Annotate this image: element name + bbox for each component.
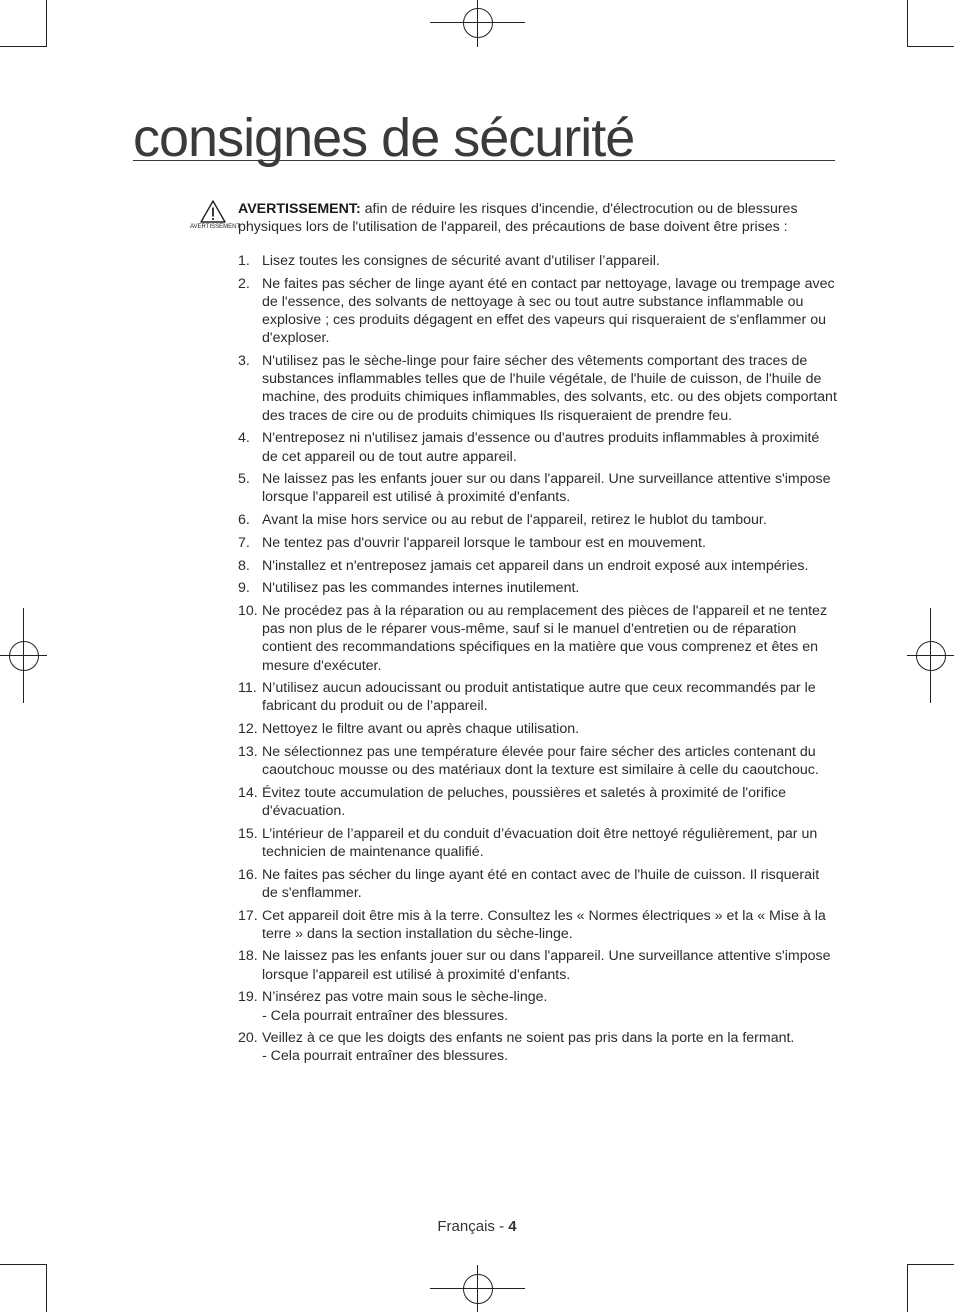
list-item-number: 15. [238,825,258,842]
warning-text [238,200,835,237]
registration-mark [9,641,39,671]
list-item-number: 16. [238,866,258,883]
warning-triangle-icon [190,200,241,231]
list-item-number: 5. [238,471,250,488]
page-number: 4 [508,1218,517,1235]
list-item [238,470,838,506]
list-item-note: - Cela pourrait entraîner des blessures. [262,1007,509,1024]
list-item-number: 10. [238,602,258,619]
list-item-text: Ne tentez pas d'ouvrir l'appareil lorsque le tambour est en mouvement. [262,534,706,551]
list-item-text: Ne laissez pas les enfants jouer sur ou dans l'appareil. Une surveillance attentive s'impose lorsque l'appareil est utilisé à proximité d'enfants. [262,948,831,983]
safety-rules-list [238,252,838,1070]
crop-mark [0,1264,47,1265]
list-item [238,679,838,715]
list-item-number: 8. [238,557,250,574]
list-item-number: 17. [238,907,258,924]
warning-block [190,200,835,237]
list-item [238,1029,838,1065]
list-item-text: N’utilisez aucun adoucissant ou produit antistatique autre que ceux recommandés par le fabricant du produit ou de l’appareil. [262,680,816,715]
list-item-text: N'utilisez pas les commandes internes inutilement. [262,580,580,597]
list-item [238,866,838,902]
list-item-text: Ne faites pas sécher de linge ayant été en contact par nettoyage, lavage ou trempage avec de l'essence, des solvants de nettoyage à sec ou tout autre substance inflammable ou explosive ; ces produits dégagent en effet des vapeurs qui risqueraient de s'enflammer ou d'exploser. [262,275,835,347]
list-item-number: 4. [238,430,250,447]
list-item-text: Avant la mise hors service ou au rebut de l'appareil, retirez le hublot du tambour. [262,512,767,529]
list-item-text: Cet appareil doit être mis à la terre. Consultez les « Normes électriques » et la « Mise à la terre » dans la section installation du sèche-linge. [262,907,826,942]
list-item [238,602,838,675]
list-item-number: 18. [238,948,258,965]
registration-mark [463,1274,493,1304]
list-item-number: 19. [238,989,258,1006]
registration-mark [916,641,946,671]
list-item [238,534,838,552]
list-item-text: Lisez toutes les consignes de sécurité avant d'utiliser l’appareil. [262,253,660,269]
list-item [238,988,838,1024]
crop-mark [907,46,954,47]
list-item-number: 14. [238,784,258,801]
list-item-text: N'installez et n'entreposez jamais cet appareil dans un endroit exposé aux intempéries. [262,557,809,574]
list-item [238,275,838,348]
list-item-text: Ne laissez pas les enfants jouer sur ou dans l'appareil. Une surveillance attentive s'impose lorsque l'appareil est utilisé à proximité d'enfants. [262,471,831,506]
list-item [238,579,838,597]
list-item-text: Évitez toute accumulation de peluches, poussières et saletés à proximité de l'orifice d'évacuation. [262,784,786,819]
list-item [238,511,838,529]
list-item-note: - Cela pourrait entraîner des blessures. [262,1048,509,1065]
list-item [238,557,838,575]
registration-mark [463,8,493,38]
list-item-number: 9. [238,580,250,597]
list-item [238,825,838,861]
list-item [238,429,838,465]
crop-mark [907,1264,908,1312]
list-item-text: Ne procédez pas à la réparation ou au remplacement des pièces de l'appareil et ne tentez pas non plus de le réparer vous-même, sauf si le manuel d'entretien ou de réparation contient des recommandations spécifiques en la matière que vous comprenez et êtes en mesure d'exécuter. [262,602,828,674]
list-item-number: 3. [238,353,250,370]
list-item-number: 2. [238,275,250,292]
list-item-number: 1. [238,253,250,269]
list-item-number: 11. [238,680,257,697]
warning-icon-caption: AVERTISSEMENT [190,224,241,230]
list-item [238,252,838,270]
warning-body: afin de réduire les risques d'incendie, d'électrocution ou de blessures physiques lors de l'utilisation de l'appareil, des précautions de base doivent être prises : [238,201,798,236]
list-item-text: Ne faites pas sécher du linge ayant été en contact avec de l'huile de cuisson. Il risquerait de s'enflammer. [262,866,820,901]
crop-mark [46,0,47,47]
list-item [238,743,838,779]
list-item-text: L’intérieur de l’appareil et du conduit d’évacuation doit être nettoyé régulièrement, par un technicien de maintenance qualifié. [262,825,818,860]
list-item [238,784,838,820]
list-item [238,947,838,983]
list-item [238,907,838,943]
crop-mark [0,46,47,47]
list-item-number: 13. [238,743,258,760]
crop-mark [46,1264,47,1312]
list-item-text: N'utilisez pas le sèche-linge pour faire sécher des vêtements comportant des traces de substances inflammables telles que de l'huile végétale, de l'huile de cuisson, de l'huile de machine, des produits chimiques inflammables, des solvants, etc. ou des objets comportant des traces de cire ou de produits chimiques Ils risqueraient de prendre feu. [262,353,837,424]
list-item-text: N'entreposez ni n'utilisez jamais d'essence ou d'autres produits inflammables à proximité de cet appareil ou de tout autre appareil. [262,430,820,465]
crop-mark [907,1264,954,1265]
page-title: consignes de sécurité [133,108,835,161]
list-item-text: Veillez à ce que les doigts des enfants ne soient pas pris dans la porte en la fermant. [262,1030,795,1047]
footer-language: Français - [437,1218,509,1235]
list-item-number: 6. [238,512,250,529]
crop-mark [907,0,908,47]
list-item-text: N’insérez pas votre main sous le sèche-linge. [262,989,548,1006]
list-item-number: 20. [238,1030,258,1047]
warning-label: AVERTISSEMENT: [238,201,361,217]
list-item-text: Nettoyez le filtre avant ou après chaque utilisation. [262,721,580,738]
page-footer [0,1218,954,1235]
list-item-number: 7. [238,534,250,551]
list-item-text: Ne sélectionnez pas une température élevée pour faire sécher des articles contenant du caoutchouc mousse ou des matériaux dont la texture est similaire à celle du caoutchouc. [262,743,819,779]
list-item [238,720,838,738]
list-item-number: 12. [238,721,258,738]
list-item [238,352,838,425]
